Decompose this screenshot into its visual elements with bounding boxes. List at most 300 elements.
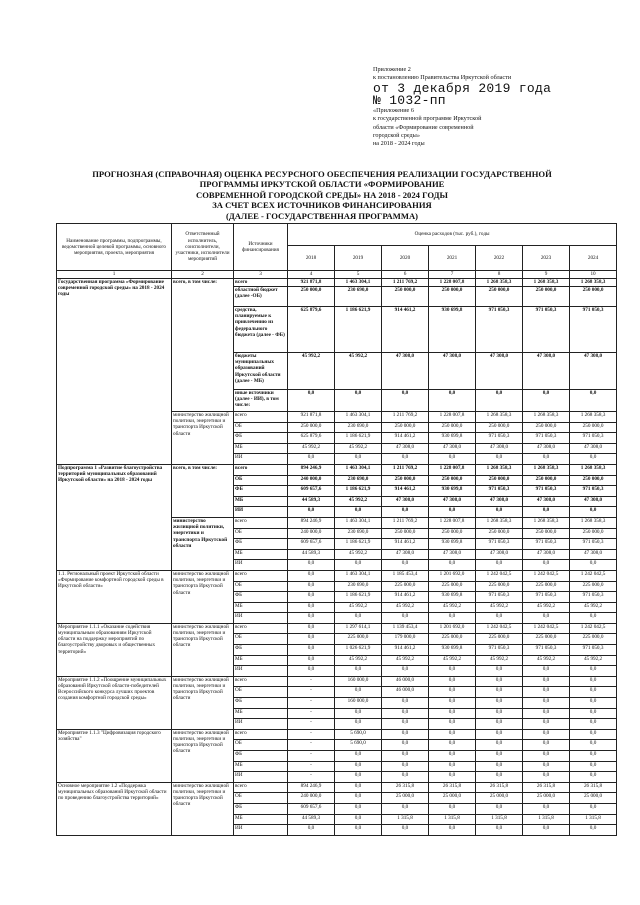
column-number: 1 [57,271,172,279]
value-cell: 0,0 [476,719,523,730]
source-cell: всего [234,623,288,634]
value-cell: 0,0 [476,666,523,677]
value-cell: 0,0 [335,793,382,804]
source-cell: ОБ [234,740,288,751]
value-cell: 971 050,3 [523,539,570,550]
value-cell: 0,0 [523,666,570,677]
source-cell: ИИ [234,560,288,571]
value-cell: 1 139 453,4 [382,623,429,634]
value-cell: 46 000,0 [382,687,429,698]
value-cell: - [288,740,335,751]
value-cell: 1 268 358,3 [570,412,617,423]
executor-cell: министерство жилищной политики, энергетики и транспорта Иркутской области [172,676,234,729]
value-cell: 0,0 [570,698,617,709]
value-cell: 0,0 [288,645,335,656]
value-cell: 0,0 [335,454,382,465]
value-cell: 609 657,6 [288,539,335,550]
value-cell: 26 315,8 [523,782,570,793]
value-cell: 225 000,0 [429,634,476,645]
value-cell: 240 000,0 [288,475,335,486]
value-cell: 160 000,0 [335,676,382,687]
value-cell: 914 461,2 [382,433,429,444]
executor-cell: министерство жилищной политики, энергетики и транспорта Иркутской области [172,782,234,835]
value-cell: 250 000,0 [476,287,523,307]
value-cell: 1 315,8 [382,814,429,825]
value-cell: 0,0 [476,772,523,783]
value-cell: 894 246,9 [288,517,335,528]
value-cell: 0,0 [382,772,429,783]
value-cell: 1 242 042,5 [523,570,570,581]
value-cell: 179 000,0 [382,634,429,645]
column-number: 7 [429,271,476,279]
header-year: 2024 [570,246,617,271]
value-cell: 0,0 [382,803,429,814]
value-cell: 1 268 358,3 [476,464,523,475]
value-cell: 47 308,0 [476,496,523,507]
value-cell: 0,0 [523,772,570,783]
value-cell: 0,0 [570,761,617,772]
program-name-cell: Государственная программа «Формирование современной городской среды» на 2018 - 2024 годы [57,279,172,465]
value-cell: 0,0 [476,803,523,814]
source-cell: ОБ [234,687,288,698]
value-cell: 0,0 [382,751,429,762]
value-cell: 0,0 [382,740,429,751]
value-cell: 1 186 621,9 [335,433,382,444]
value-cell: 47 308,0 [429,496,476,507]
value-cell: 1 242 042,5 [570,570,617,581]
value-cell: 160 000,0 [335,698,382,709]
value-cell: 0,0 [570,729,617,740]
value-cell: 0,0 [476,560,523,571]
value-cell: 0,0 [570,825,617,836]
value-cell: 26 315,8 [570,782,617,793]
value-cell: 225 000,0 [570,581,617,592]
value-cell: 930 699,8 [429,307,476,353]
source-cell: МБ [234,761,288,772]
value-cell: 625 879,6 [288,307,335,353]
value-cell: 45 992,2 [429,602,476,613]
value-cell: 47 308,0 [570,353,617,390]
value-cell: 1 242 042,5 [570,623,617,634]
value-cell: 0,0 [382,560,429,571]
value-cell: 0,0 [288,623,335,634]
value-cell: 230 690,0 [335,422,382,433]
value-cell: 971 050,3 [476,433,523,444]
source-cell: ОБ [234,422,288,433]
source-cell: ИИ [234,825,288,836]
value-cell: 1 463 304,1 [335,464,382,475]
value-cell: 47 308,0 [523,443,570,454]
header-year: 2018 [288,246,335,271]
value-cell: 250 000,0 [570,475,617,486]
header-program-name: Наименование программы, подпрограммы, ведомственной целевой программы, основного мероприятия, проекта, мероприятия [57,224,172,271]
value-cell: 0,0 [570,803,617,814]
value-cell: 0,0 [429,708,476,719]
source-cell: средства, планируемые к привлечению из федерального бюджета (далее - ФБ) [234,307,288,353]
value-cell: 0,0 [570,390,617,412]
value-cell: 45 992,2 [335,443,382,454]
value-cell: 26 315,8 [382,782,429,793]
appendix-line: «Приложение 6 [373,106,414,114]
decree-date-stamp: от 3 декабря 2019 года [373,80,552,96]
value-cell: 0,0 [429,613,476,624]
value-cell: 0,0 [523,613,570,624]
value-cell: 250 000,0 [570,528,617,539]
value-cell: 47 308,0 [382,353,429,390]
value-cell: 45 992,2 [335,549,382,560]
value-cell: 0,0 [570,676,617,687]
decree-number-stamp: № 1032-пп [373,92,446,108]
source-cell: ФБ [234,433,288,444]
value-cell: 1 228 007,8 [429,279,476,287]
value-cell: 45 992,2 [382,602,429,613]
source-cell: областной бюджет (далее -ОБ) [234,287,288,307]
source-cell: всего [234,464,288,475]
value-cell: 930 699,8 [429,645,476,656]
value-cell: 0,0 [476,751,523,762]
executor-cell: министерство жилищной политики, энергетики и транспорта Иркутской области [172,517,234,570]
value-cell: 971 050,3 [570,539,617,550]
value-cell: 0,0 [476,740,523,751]
value-cell: 0,0 [476,729,523,740]
value-cell: 1 201 692,0 [429,570,476,581]
value-cell: 47 308,0 [523,496,570,507]
value-cell: 0,0 [335,666,382,677]
value-cell: 914 461,2 [382,307,429,353]
appendix-header [373,66,633,149]
value-cell: 0,0 [476,708,523,719]
value-cell: 0,0 [335,825,382,836]
value-cell: 1 315,8 [429,814,476,825]
value-cell: 0,0 [429,666,476,677]
source-cell: ФБ [234,698,288,709]
value-cell: 1 201 692,0 [429,623,476,634]
header-estimate: Оценка расходов (тыс. руб.), годы [288,224,617,246]
value-cell: 0,0 [288,390,335,412]
value-cell: - [288,698,335,709]
value-cell: 0,0 [523,825,570,836]
table-row [57,570,617,581]
value-cell: 0,0 [288,560,335,571]
value-cell: 971 050,3 [523,592,570,603]
value-cell: 26 315,8 [476,782,523,793]
source-cell: иные источники (далее - ИИ), в том числе: [234,390,288,412]
value-cell: 1 242 042,5 [476,570,523,581]
value-cell: 44 589,3 [288,496,335,507]
value-cell: - [288,687,335,698]
value-cell: 5 690,0 [335,740,382,751]
program-name-cell: Мероприятие 1.1.3 "Цифровизация городского хозяйства" [57,729,172,782]
value-cell: 45 992,2 [335,602,382,613]
source-cell: ИИ [234,507,288,518]
value-cell: 240 000,0 [288,793,335,804]
value-cell: 0,0 [335,390,382,412]
value-cell: 0,0 [570,666,617,677]
value-cell: 971 050,3 [523,645,570,656]
value-cell: 0,0 [288,613,335,624]
value-cell: 250 000,0 [523,475,570,486]
value-cell: 0,0 [429,740,476,751]
value-cell: 0,0 [476,676,523,687]
value-cell: 1 211 769,2 [382,517,429,528]
value-cell: 0,0 [476,687,523,698]
value-cell: 0,0 [288,666,335,677]
value-cell: 1 268 358,3 [523,412,570,423]
value-cell: - [288,676,335,687]
value-cell: 1 185 453,4 [382,570,429,581]
source-cell: ОБ [234,528,288,539]
value-cell: 0,0 [429,772,476,783]
value-cell: 0,0 [288,825,335,836]
value-cell: 0,0 [570,560,617,571]
value-cell: 0,0 [288,602,335,613]
header-year: 2023 [523,246,570,271]
value-cell: 230 690,0 [335,581,382,592]
value-cell: 914 461,2 [382,592,429,603]
value-cell: 0,0 [382,390,429,412]
value-cell: 0,0 [382,825,429,836]
value-cell: 0,0 [570,740,617,751]
value-cell: 0,0 [335,803,382,814]
value-cell: 47 308,0 [523,549,570,560]
executor-cell: всего, в том числе: [172,279,234,412]
value-cell: 971 050,3 [570,592,617,603]
source-cell: ИИ [234,613,288,624]
value-cell: 47 308,0 [429,443,476,454]
value-cell: 0,0 [335,814,382,825]
title-line: ПРОГНОЗНАЯ (СПРАВОЧНАЯ) ОЦЕНКА РЕСУРСНОГО ОБЕСПЕЧЕНИЯ РЕАЛИЗАЦИИ ГОСУДАРСТВЕННОЙ [92,169,552,179]
value-cell: 47 308,0 [570,443,617,454]
value-cell: 0,0 [429,729,476,740]
value-cell: 1 186 621,9 [335,486,382,497]
value-cell: 0,0 [476,390,523,412]
value-cell: 0,0 [570,719,617,730]
table-row [57,464,617,475]
value-cell: 0,0 [382,507,429,518]
value-cell: 0,0 [570,708,617,719]
value-cell: 45 992,2 [335,655,382,666]
value-cell: 971 050,3 [476,539,523,550]
source-cell: ФБ [234,592,288,603]
value-cell: 250 000,0 [382,422,429,433]
value-cell: 0,0 [429,803,476,814]
value-cell: 250 000,0 [476,528,523,539]
value-cell: 0,0 [570,772,617,783]
value-cell: 250 000,0 [382,287,429,307]
value-cell: 0,0 [523,708,570,719]
value-cell: 25 000,0 [429,793,476,804]
value-cell: 0,0 [382,454,429,465]
header-year: 2021 [429,246,476,271]
value-cell: 47 308,0 [382,443,429,454]
value-cell: 0,0 [382,729,429,740]
value-cell: 225 000,0 [335,634,382,645]
header-source: Источники финансирования [234,224,288,271]
value-cell: 1 186 621,9 [335,539,382,550]
source-cell: ОБ [234,581,288,592]
value-cell: 1 463 304,1 [335,279,382,287]
value-cell: 225 000,0 [429,581,476,592]
value-cell: 0,0 [523,560,570,571]
value-cell: 0,0 [523,676,570,687]
value-cell: 25 000,0 [570,793,617,804]
table-row [57,729,617,740]
value-cell: 1 268 358,3 [476,279,523,287]
value-cell: 1 242 042,5 [523,623,570,634]
executor-cell: министерство жилищной политики, энергетики и транспорта Иркутской области [172,412,234,465]
value-cell: 44 589,3 [288,549,335,560]
value-cell: 0,0 [570,613,617,624]
source-cell: всего [234,676,288,687]
value-cell: 5 690,0 [335,729,382,740]
value-cell: 47 308,0 [476,443,523,454]
value-cell: 0,0 [382,698,429,709]
value-cell: 1 463 304,1 [335,412,382,423]
value-cell: 894 246,9 [288,782,335,793]
appendix-line: городской среды» [373,132,420,140]
value-cell: 0,0 [429,751,476,762]
value-cell: 1 268 358,3 [570,464,617,475]
value-cell: 914 461,2 [382,645,429,656]
value-cell: 971 050,3 [476,486,523,497]
value-cell: 0,0 [429,825,476,836]
value-cell: 971 050,3 [570,433,617,444]
table-row [57,623,617,634]
source-cell: всего [234,729,288,740]
value-cell: 0,0 [382,708,429,719]
column-number: 10 [570,271,617,279]
value-cell: - [288,772,335,783]
column-number: 9 [523,271,570,279]
resource-table [56,223,617,836]
value-cell: 1 242 042,5 [476,623,523,634]
column-number: 6 [382,271,429,279]
value-cell: 971 050,3 [570,645,617,656]
source-cell: всего [234,570,288,581]
header-executor: Ответственный исполнитель, соисполнители, участники, исполнители мероприятий [172,224,234,271]
value-cell: 25 000,0 [523,793,570,804]
value-cell: 47 308,0 [429,549,476,560]
value-cell: 1 211 769,2 [382,464,429,475]
value-cell: 0,0 [335,708,382,719]
value-cell: 930 699,8 [429,592,476,603]
value-cell: 0,0 [429,507,476,518]
value-cell: 1 211 769,2 [382,412,429,423]
header-year: 2022 [476,246,523,271]
executor-cell: министерство жилищной политики, энергетики и транспорта Иркутской области [172,623,234,676]
value-cell: 0,0 [570,454,617,465]
value-cell: 250 000,0 [429,422,476,433]
value-cell: 971 050,3 [523,486,570,497]
value-cell: 0,0 [523,507,570,518]
value-cell: 930 699,8 [429,539,476,550]
source-cell: всего [234,517,288,528]
value-cell: 0,0 [429,719,476,730]
value-cell: - [288,761,335,772]
value-cell: 0,0 [335,782,382,793]
value-cell: 47 308,0 [570,549,617,560]
value-cell: 0,0 [382,666,429,677]
source-cell: ФБ [234,539,288,550]
value-cell: 0,0 [335,613,382,624]
value-cell: 1 268 358,3 [523,517,570,528]
program-name-cell: 1.1. Региональный проект Иркутской области «Формирование комфортной городской среды в Иркутской области» [57,570,172,623]
value-cell: 1 463 304,1 [335,570,382,581]
value-cell: 45 992,2 [476,655,523,666]
column-number: 5 [335,271,382,279]
value-cell: 1 228 007,8 [429,464,476,475]
value-cell: 1 268 358,3 [523,464,570,475]
value-cell: 0,0 [429,560,476,571]
source-cell: МБ [234,443,288,454]
value-cell: 250 000,0 [429,528,476,539]
program-name-cell: Основное мероприятие 1.2 «Поддержка муниципальных образований Иркутской области по проведению благоустройства территорий» [57,782,172,835]
value-cell: 1 268 358,3 [570,517,617,528]
value-cell: 47 308,0 [523,353,570,390]
value-cell: 1 228 007,8 [429,412,476,423]
value-cell: 0,0 [335,507,382,518]
value-cell: 0,0 [288,581,335,592]
value-cell: - [288,751,335,762]
program-name-cell: Мероприятие 1.1.2 «Поощрение муниципальных образований Иркутской области-победителей Всероссийского конкурса лучших проектов создания комфортной городской среды» [57,676,172,729]
value-cell: 1 268 358,3 [476,412,523,423]
source-cell: МБ [234,496,288,507]
value-cell: 1 315,8 [476,814,523,825]
value-cell: 45 992,2 [476,602,523,613]
value-cell: 0,0 [476,698,523,709]
value-cell: 1 463 304,1 [335,517,382,528]
value-cell: 971 050,3 [476,645,523,656]
value-cell: 0,0 [523,729,570,740]
appendix-line: области «Формирование современной [373,123,474,131]
value-cell: 1 211 769,2 [382,279,429,287]
table-row [57,279,617,287]
value-cell: 0,0 [476,761,523,772]
value-cell: 1 297 614,1 [335,623,382,634]
value-cell: 0,0 [429,698,476,709]
source-cell: МБ [234,655,288,666]
table-row [57,676,617,687]
value-cell: 25 000,0 [382,793,429,804]
value-cell: 0,0 [476,825,523,836]
source-cell: ФБ [234,803,288,814]
value-cell: 0,0 [288,454,335,465]
value-cell: 971 050,3 [476,592,523,603]
value-cell: 0,0 [288,634,335,645]
value-cell: 0,0 [429,687,476,698]
value-cell: 971 050,3 [523,307,570,353]
value-cell: 0,0 [476,454,523,465]
title-line: ЗА СЧЕТ ВСЕХ ИСТОЧНИКОВ ФИНАНСИРОВАНИЯ [212,200,432,211]
value-cell: - [288,719,335,730]
value-cell: 45 992,2 [288,353,335,390]
source-cell: ИИ [234,666,288,677]
executor-cell: министерство жилищной политики, энергетики и транспорта Иркутской области [172,570,234,623]
appendix-line: Приложение 2 [373,66,411,73]
value-cell: 0,0 [335,687,382,698]
value-cell: 44 589,3 [288,814,335,825]
value-cell: 250 000,0 [429,287,476,307]
value-cell: 0,0 [288,655,335,666]
value-cell: 0,0 [429,390,476,412]
value-cell: 250 000,0 [570,287,617,307]
value-cell: 0,0 [476,613,523,624]
value-cell: 914 461,2 [382,539,429,550]
value-cell: 0,0 [288,592,335,603]
source-cell: ФБ [234,751,288,762]
appendix-line: к постановлению Правительства Иркутской области [373,74,512,82]
column-number: 4 [288,271,335,279]
